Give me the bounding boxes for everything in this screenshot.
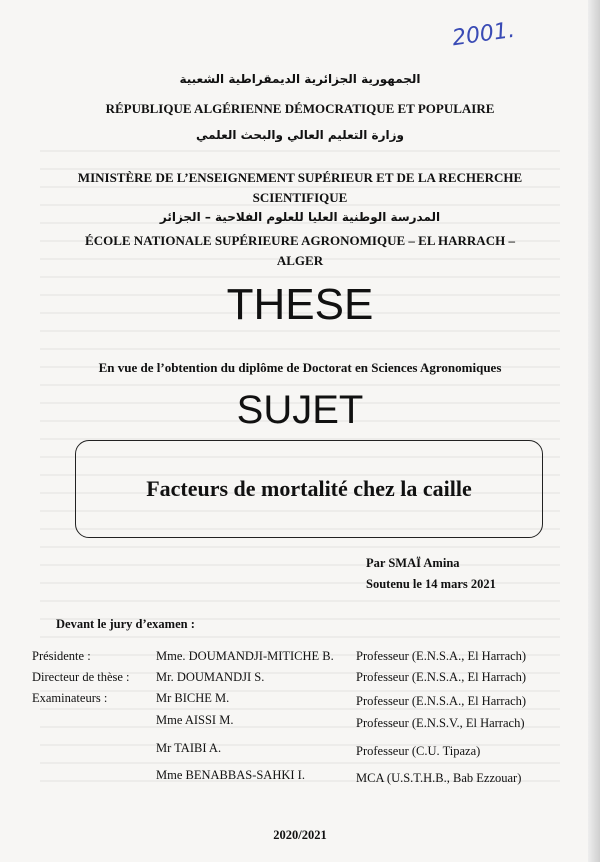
subject-label: SUJET [236,388,364,432]
jury-name: Mr. DOUMANDJI S. [156,670,265,684]
subject-title-box [75,440,543,538]
jury-title: Professeur (E.N.S.V., El Harrach) [356,716,525,730]
jury-title: Professeur (C.U. Tipaza) [356,744,481,758]
ministry-french-line1: MINISTÈRE DE L’ENSEIGNEMENT SUPÉRIEUR ET DE LA RECHERCHE [77,170,523,185]
jury-role: Directeur de thèse : [32,670,130,684]
jury-name: Mme. DOUMANDJI-MITICHE B. [156,649,334,663]
school-french-line2: ALGER [276,253,324,268]
jury-role: Examinateurs : [32,691,108,705]
document-type: THESE [226,280,374,329]
jury-name: Mme BENABBAS-SAHKI I. [156,768,305,782]
jury-role: Présidente : [32,649,91,663]
republic-arabic: الجمهورية الجزائرية الديمقراطية الشعبية [179,72,421,86]
jury-title: Professeur (E.N.S.A., El Harrach) [356,670,527,684]
jury-name: Mr TAIBI A. [156,741,222,755]
republic-french: RÉPUBLIQUE ALGÉRIENNE DÉMOCRATIQUE ET POPULAIRE [105,101,495,116]
jury-name: Mme AISSI M. [156,713,234,727]
ministry-arabic: وزارة التعليم العالي والبحث العلمي [195,128,405,142]
jury-heading: Devant le jury d’examen : [56,617,195,631]
jury-title: MCA (U.S.T.H.B., Bab Ezzouar) [356,771,522,785]
jury-title: Professeur (E.N.S.A., El Harrach) [356,649,527,663]
author: Par SMAÏ Amina [366,556,460,570]
degree-purpose: En vue de l’obtention du diplôme de Doctorat en Sciences Agronomiques [98,360,502,375]
jury-title: Professeur (E.N.S.A., El Harrach) [356,694,527,708]
school-french-line1: ÉCOLE NATIONALE SUPÉRIEURE AGRONOMIQUE – EL HARRACH – [85,233,515,248]
ministry-french-line2: SCIENTIFIQUE [252,190,348,205]
defense-date: Soutenu le 14 mars 2021 [366,577,496,591]
subject-title: Facteurs de mortalité chez la caille [146,476,472,501]
handwritten-annotation: 2001. [450,17,517,52]
jury-name: Mr BICHE M. [156,691,230,705]
academic-year: 2020/2021 [273,828,327,842]
school-arabic: المدرسة الوطنية العليا للعلوم الفلاحية – الجزائر [159,210,441,224]
